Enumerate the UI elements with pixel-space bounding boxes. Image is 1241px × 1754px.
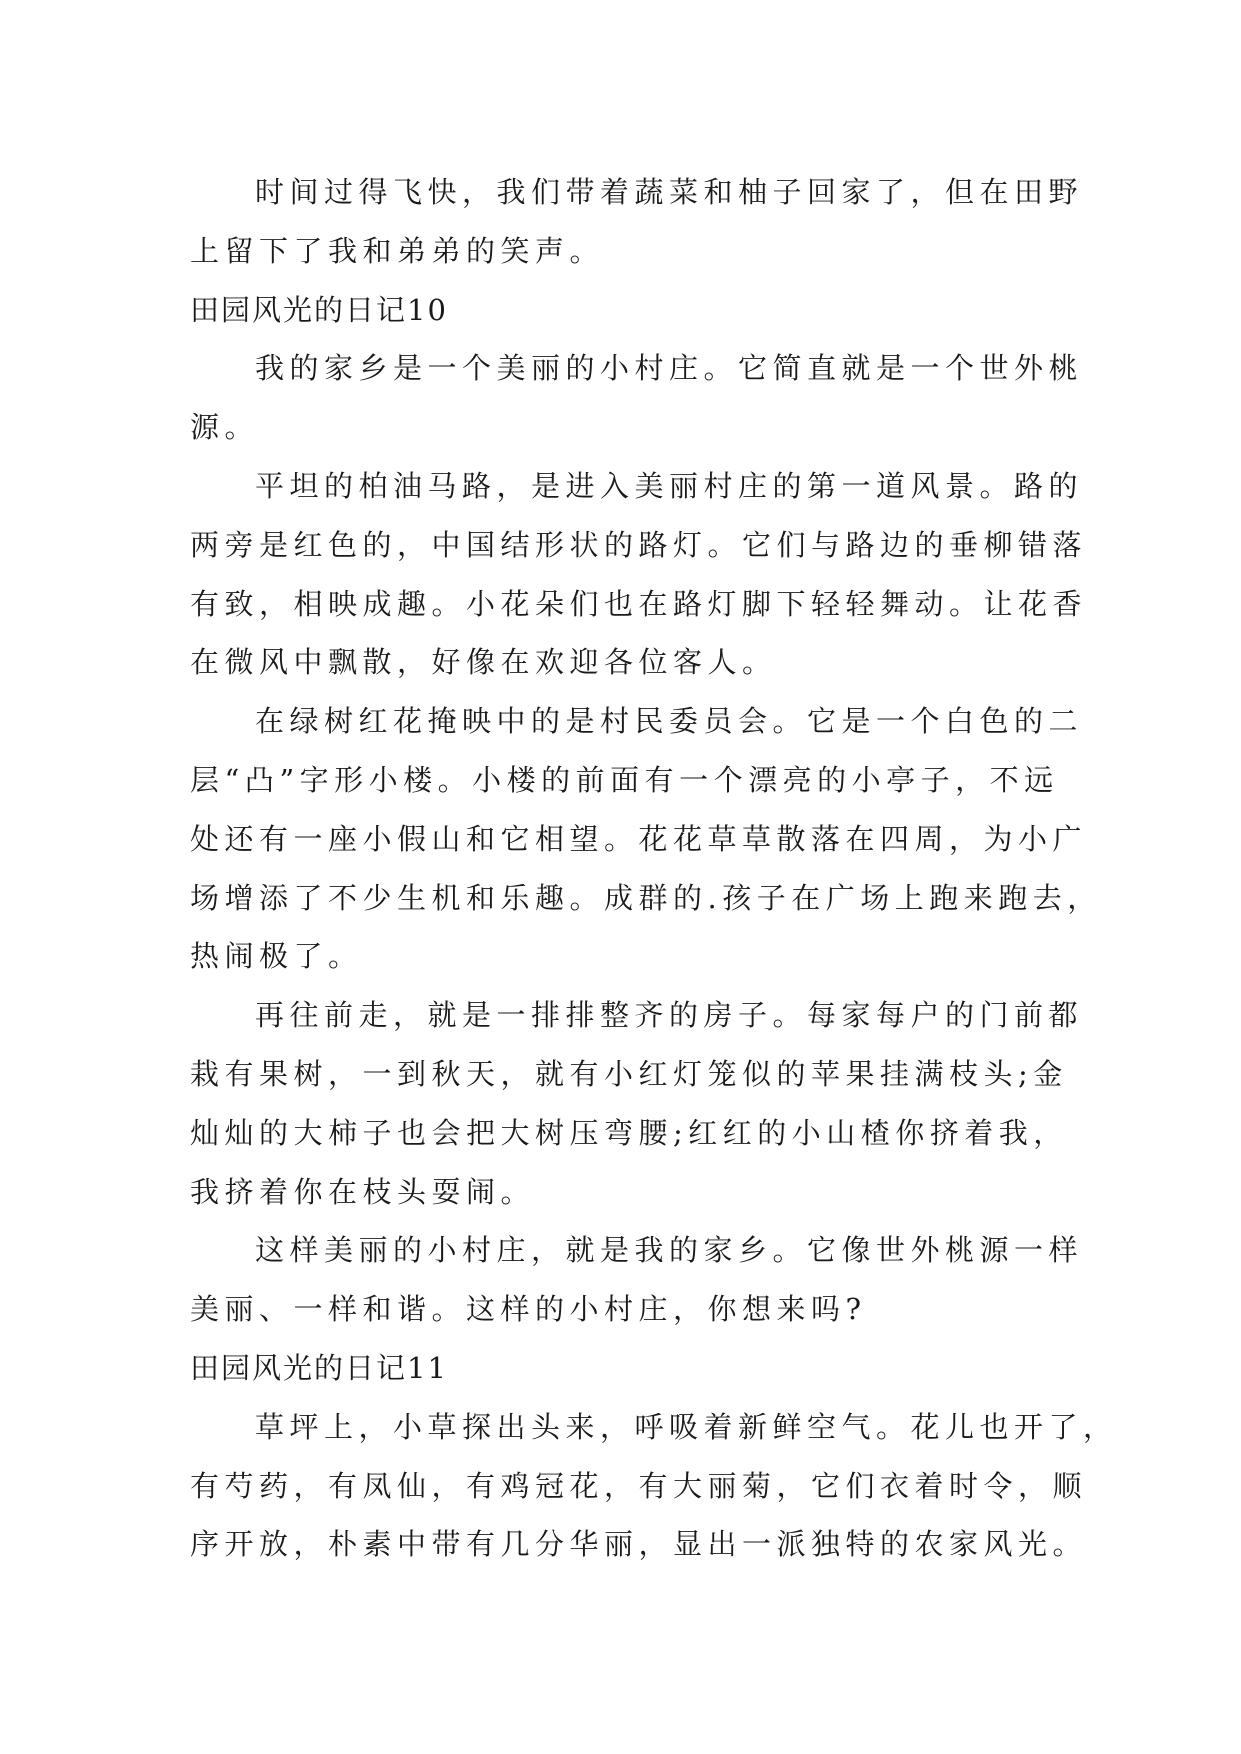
- paragraph: [190, 1398, 1118, 1574]
- paragraph: [190, 986, 1084, 1221]
- diary-heading: 田园风光的日记10: [190, 292, 448, 327]
- paragraph-line: 时间过得飞快，我们带着蔬菜和柚子回家了，但在田野: [255, 175, 1084, 209]
- paragraph-line: 再往前走，就是一排排整齐的房子。每家每户的门前都: [255, 998, 1084, 1033]
- paragraph-line: 有致，相映成趣。小花朵们也在路灯脚下轻轻舞动。让花香: [190, 586, 1088, 621]
- paragraph-line: 在微风中飘散，好像在欢迎各位客人。: [190, 645, 777, 680]
- paragraph-line: 我的家乡是一个美丽的小村庄。它简直就是一个世外桃: [255, 351, 1084, 386]
- paragraph-line: 美丽、一样和谐。这样的小村庄，你想来吗?: [190, 1292, 867, 1327]
- diary-heading: 田园风光的日记11: [190, 1350, 448, 1385]
- paragraph-line: 两旁是红色的，中国结形状的路灯。它们与路边的垂柳错落: [190, 527, 1088, 562]
- paragraph-line: 源。: [190, 410, 260, 445]
- paragraph-line: 平坦的柏油马路，是进入美丽村庄的第一道风景。路的: [255, 468, 1084, 503]
- paragraph-line: 处还有一座小假山和它相望。花花草草散落在四周，为小广: [190, 821, 1088, 856]
- paragraph: [190, 692, 1102, 986]
- paragraph-line: 层“凸”字形小楼。小楼的前面有一个漂亮的小亭子，不远: [190, 762, 1059, 797]
- paragraph-line: 栽有果树，一到秋天，就有小红灯笼似的苹果挂满枝头;金: [190, 1056, 1068, 1091]
- paragraph: [190, 163, 1084, 281]
- paragraph-line: 灿灿的大柿子也会把大树压弯腰;红红的小山楂你挤着我，: [190, 1115, 1068, 1150]
- paragraph-line: 我挤着你在枝头耍闹。: [190, 1174, 536, 1209]
- paragraph-line: 场增添了不少生机和乐趣。成群的.孩子在广场上跑来跑去，: [190, 880, 1102, 915]
- paragraph: [190, 339, 1084, 457]
- paragraph-line: 这样美丽的小村庄，就是我的家乡。它像世外桃源一样: [255, 1233, 1084, 1268]
- paragraph: [190, 1221, 1084, 1339]
- paragraph-line: 序开放，朴素中带有几分华丽，显出一派独特的农家风光。: [190, 1527, 1088, 1562]
- paragraph-line: 热闹极了。: [190, 939, 363, 974]
- paragraph-line: 在绿树红花掩映中的是村民委员会。它是一个白色的二: [255, 704, 1084, 739]
- document-page: [190, 163, 1118, 1574]
- paragraph-line: 有芍药，有凤仙，有鸡冠花，有大丽菊，它们衣着时令，顺: [190, 1468, 1088, 1503]
- paragraph-line: 草坪上，小草探出头来，呼吸着新鲜空气。花儿也开了，: [255, 1409, 1118, 1444]
- paragraph: [190, 457, 1088, 692]
- paragraph-line: 上留下了我和弟弟的笑声。: [190, 233, 605, 268]
